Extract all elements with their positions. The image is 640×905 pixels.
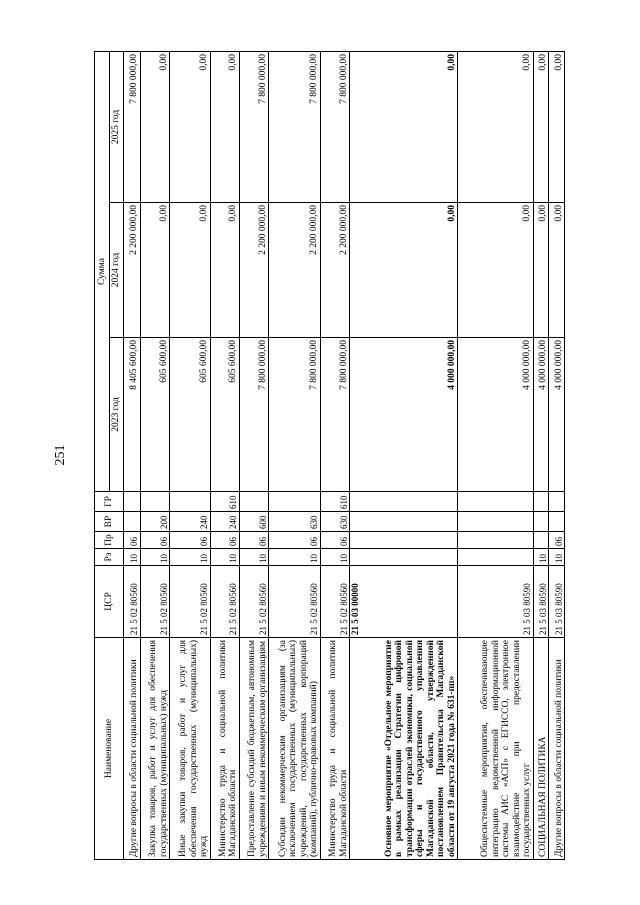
row-2024: 2 200 000,00: [124, 203, 141, 338]
row-2023: 605 600,00: [210, 338, 239, 492]
row-pr: 06: [210, 532, 239, 549]
row-vr: 240: [210, 512, 239, 532]
header-rz: Рз: [95, 549, 124, 566]
header-csr: ЦСР: [95, 566, 124, 638]
table-row: [549, 51, 565, 859]
row-name: Основное мероприятие «Отдельное мероприятие в рамках реализации Стратегии цифровой трансформации отраслей экономики, социальной сферы и государственного управления Магаданской области, утвержденной постановлением Правительства Магаданской области от 19 августа 2021 года № 631-пп»: [350, 638, 458, 860]
row-csr: 21 5 02 80560: [269, 566, 321, 638]
row-name: Другие вопросы в области социальной политики: [124, 638, 141, 860]
row-2023: 7 800 000,00: [320, 338, 349, 492]
table-row: [140, 51, 169, 859]
row-2025: 7 800 000,00: [124, 51, 141, 202]
header-2025: 2025 год: [110, 51, 124, 202]
row-csr: 21 5 03 00000: [350, 566, 458, 638]
row-pr: 06: [269, 532, 321, 549]
row-pr: 06: [239, 532, 268, 549]
header-2023: 2023 год: [110, 338, 124, 492]
row-pr: 06: [549, 532, 565, 549]
row-rz: 10: [124, 549, 141, 566]
row-2025: 0,00: [210, 51, 239, 202]
row-2024: 2 200 000,00: [320, 203, 349, 338]
row-csr: 21 5 02 80560: [170, 566, 211, 638]
row-gr: [458, 492, 533, 512]
table-row: [350, 51, 458, 859]
row-rz: 10: [533, 549, 549, 566]
row-rz: [458, 549, 533, 566]
row-2024: 2 200 000,00: [239, 203, 268, 338]
row-vr: 600: [239, 512, 268, 532]
row-2025: 7 800 000,00: [269, 51, 321, 202]
row-gr: [239, 492, 268, 512]
row-2024: 0,00: [533, 203, 549, 338]
row-2024: 0,00: [210, 203, 239, 338]
table-row: [210, 51, 239, 859]
row-2023: 4 000 000,00: [533, 338, 549, 492]
table-row: [320, 51, 349, 859]
header-name: Наименование: [95, 638, 124, 860]
header-pr: Пр: [95, 532, 124, 549]
budget-table-rotated: [94, 52, 565, 860]
row-rz: 10: [210, 549, 239, 566]
budget-table: [94, 51, 565, 860]
row-name: Субсидии некоммерческим организациям (за исключением государственных (муниципальных) учреждений, государственных корпораций (компаний), публично-правовых компаний): [269, 638, 321, 860]
row-name: Иные закупки товаров, работ и услуг для обеспечения государственных (муниципальных) нужд: [170, 638, 211, 860]
row-rz: [350, 549, 458, 566]
row-2023: 605 600,00: [140, 338, 169, 492]
row-name: Министерство труда и социальной политики Магаданской области: [210, 638, 239, 860]
row-gr: 610: [320, 492, 349, 512]
row-2023: 4 000 000,00: [549, 338, 565, 492]
row-pr: 06: [170, 532, 211, 549]
row-2023: 4 000 000,00: [350, 338, 458, 492]
row-name: Министерство труда и социальной политики Магаданской области: [320, 638, 349, 860]
row-rz: 10: [239, 549, 268, 566]
row-gr: [170, 492, 211, 512]
page-number: 251: [53, 444, 68, 466]
row-vr: [124, 512, 141, 532]
row-2024: 0,00: [458, 203, 533, 338]
header-sum: Сумма: [95, 51, 110, 491]
row-2023: 4 000 000,00: [458, 338, 533, 492]
row-2025: 7 800 000,00: [320, 51, 349, 202]
table-row: [239, 51, 268, 859]
table-row: [269, 51, 321, 859]
row-2025: 7 800 000,00: [239, 51, 268, 202]
table-row: [533, 51, 549, 859]
row-rz: 10: [269, 549, 321, 566]
row-name: Другие вопросы в области социальной политики: [549, 638, 565, 860]
row-name: СОЦИАЛЬНАЯ ПОЛИТИКА: [533, 638, 549, 860]
row-csr: 21 5 03 80590: [533, 566, 549, 638]
row-gr: [350, 492, 458, 512]
row-2025: 0,00: [140, 51, 169, 202]
row-vr: [350, 512, 458, 532]
table-body: [124, 51, 565, 859]
row-rz: 10: [140, 549, 169, 566]
row-vr: [549, 512, 565, 532]
row-csr: 21 5 02 80560: [140, 566, 169, 638]
row-2025: 0,00: [458, 51, 533, 202]
row-csr: 21 5 03 80590: [458, 566, 533, 638]
row-2024: 0,00: [170, 203, 211, 338]
row-2023: 7 800 000,00: [269, 338, 321, 492]
row-pr: 06: [320, 532, 349, 549]
header-gr: ГР: [95, 492, 124, 512]
row-csr: 21 5 03 80590: [549, 566, 565, 638]
row-gr: 610: [210, 492, 239, 512]
row-pr: 06: [124, 532, 141, 549]
row-2024: 2 200 000,00: [269, 203, 321, 338]
table-row: [458, 51, 533, 859]
row-2024: 0,00: [140, 203, 169, 338]
row-2024: 0,00: [350, 203, 458, 338]
row-2025: 0,00: [533, 51, 549, 202]
row-gr: [533, 492, 549, 512]
row-vr: 240: [170, 512, 211, 532]
row-gr: [124, 492, 141, 512]
row-csr: 21 5 02 80560: [210, 566, 239, 638]
row-2023: 7 800 000,00: [239, 338, 268, 492]
header-2024: 2024 год: [110, 203, 124, 338]
row-csr: 21 5 02 80560: [124, 566, 141, 638]
row-vr: [533, 512, 549, 532]
row-rz: 10: [320, 549, 349, 566]
row-name: Закупка товаров, работ и услуг для обеспечения государственных (муниципальных) нужд: [140, 638, 169, 860]
row-pr: 06: [140, 532, 169, 549]
row-vr: [458, 512, 533, 532]
table-row: [124, 51, 141, 859]
row-pr: [350, 532, 458, 549]
header-vr: ВР: [95, 512, 124, 532]
row-vr: 200: [140, 512, 169, 532]
row-gr: [269, 492, 321, 512]
row-name: Общесистемные мероприятия, обеспечивающие интеграцию ведомственной информационной системы АИС «АСП» с ЕГИССО, электронное взаимодействие при предоставлении государственных услуг: [458, 638, 533, 860]
table-row: [170, 51, 211, 859]
row-csr: 21 5 02 80560: [239, 566, 268, 638]
row-vr: 630: [269, 512, 321, 532]
row-2023: 605 600,00: [170, 338, 211, 492]
row-2025: 0,00: [170, 51, 211, 202]
row-name: Предоставление субсидий бюджетным, автономным учреждениям и иным некоммерческим организациям: [239, 638, 268, 860]
row-2025: 0,00: [549, 51, 565, 202]
row-rz: 10: [549, 549, 565, 566]
row-2023: 8 405 600,00: [124, 338, 141, 492]
row-vr: 630: [320, 512, 349, 532]
row-rz: 10: [170, 549, 211, 566]
row-pr: [533, 532, 549, 549]
row-2025: 0,00: [350, 51, 458, 202]
row-2024: 0,00: [549, 203, 565, 338]
row-csr: 21 5 02 80560: [320, 566, 349, 638]
row-gr: [549, 492, 565, 512]
row-pr: [458, 532, 533, 549]
row-gr: [140, 492, 169, 512]
